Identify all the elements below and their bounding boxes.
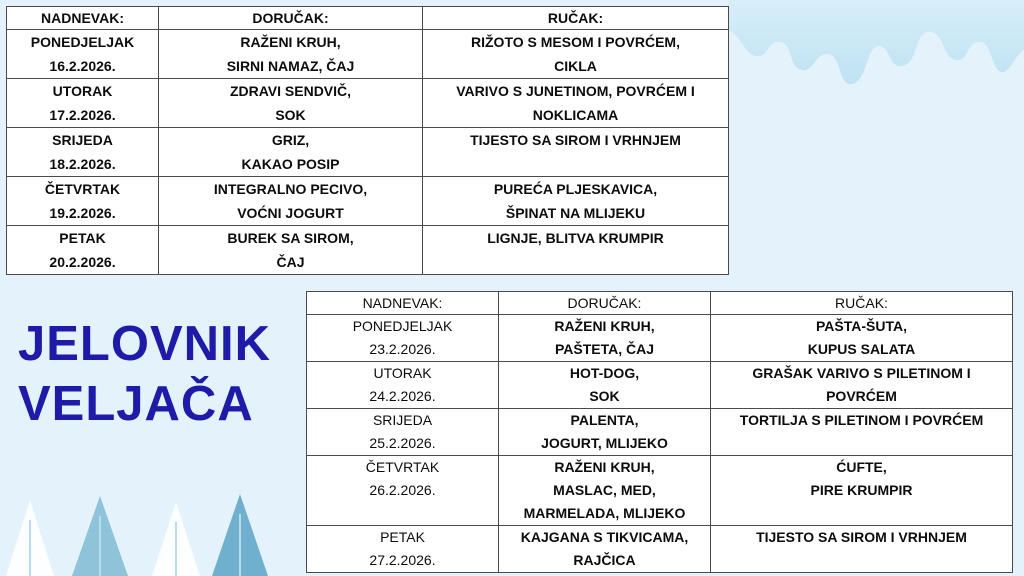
- breakfast-line: KAJGANA S TIKVICAMA,: [520, 529, 689, 545]
- breakfast-line: RAJČICA: [573, 552, 636, 568]
- breakfast-cell: [499, 526, 711, 573]
- breakfast-line: SOK: [589, 388, 620, 404]
- header-date: NADNEVAK:: [307, 292, 499, 315]
- day-date: 18.2.2026.: [49, 156, 116, 172]
- title-line-1: JELOVNIK: [18, 317, 272, 371]
- breakfast-line: ZDRAVI SENDVIČ,: [229, 83, 352, 99]
- lunch-cell: [711, 526, 1013, 573]
- day-date: 25.2.2026.: [369, 435, 436, 451]
- lunch-line: ĆUFTE,: [836, 459, 887, 475]
- breakfast-cell: [159, 30, 423, 79]
- lunch-line: PUREĆA PLJESKAVICA,: [493, 181, 658, 197]
- lunch-line: CIKLA: [554, 58, 597, 74]
- day-cell: [7, 128, 159, 177]
- day-cell: [7, 30, 159, 79]
- lunch-cell: [711, 315, 1013, 362]
- page-title: [18, 314, 298, 434]
- lunch-cell: [423, 226, 729, 275]
- breakfast-line: MASLAC, MED,: [553, 482, 656, 498]
- day-name: UTORAK: [373, 365, 432, 381]
- breakfast-line: VOĆNI JOGURT: [237, 205, 344, 221]
- header-lunch: RUČAK:: [423, 7, 729, 30]
- day-date: 27.2.2026.: [369, 552, 436, 568]
- breakfast-line: ČAJ: [276, 254, 305, 270]
- lunch-line: VARIVO S JUNETINOM, POVRĆEM I: [456, 83, 695, 99]
- day-cell: [307, 315, 499, 362]
- breakfast-line: SOK: [275, 107, 306, 123]
- day-cell: [307, 409, 499, 456]
- table-row: [307, 526, 1013, 573]
- lunch-cell: [711, 456, 1013, 526]
- lunch-cell: [423, 128, 729, 177]
- day-date: 20.2.2026.: [49, 254, 116, 270]
- day-cell: [307, 362, 499, 409]
- breakfast-line: RAŽENI KRUH,: [554, 318, 655, 334]
- menu-table-week-2: [306, 291, 1013, 573]
- day-name: PETAK: [380, 529, 425, 545]
- day-date: 23.2.2026.: [369, 341, 436, 357]
- menu-table-week-1: [6, 6, 729, 275]
- lunch-line: TORTILJA S PILETINOM I POVRĆEM: [739, 412, 984, 428]
- table-row: [307, 409, 1013, 456]
- lunch-line: TIJESTO SA SIROM I VRHNJEM: [470, 132, 681, 148]
- header-date: NADNEVAK:: [7, 7, 159, 30]
- day-cell: [7, 226, 159, 275]
- lunch-cell: [423, 177, 729, 226]
- lunch-line: LIGNJE, BLITVA KRUMPIR: [487, 230, 664, 246]
- table-row: [7, 30, 729, 79]
- day-name: UTORAK: [52, 83, 113, 99]
- breakfast-line: PAŠTETA, ČAJ: [554, 341, 655, 357]
- day-name: ČETVRTAK: [365, 459, 440, 475]
- day-date: 17.2.2026.: [49, 107, 116, 123]
- breakfast-cell: [499, 362, 711, 409]
- lunch-cell: [423, 30, 729, 79]
- day-date: 16.2.2026.: [49, 58, 116, 74]
- lunch-line: GRAŠAK VARIVO S PILETINOM I: [752, 365, 971, 381]
- day-date: 19.2.2026.: [49, 205, 116, 221]
- lunch-line: NOKLICAMA: [532, 107, 619, 123]
- breakfast-cell: [159, 79, 423, 128]
- breakfast-line: MARMELADA, MLIJEKO: [523, 505, 686, 521]
- breakfast-cell: [159, 177, 423, 226]
- lunch-line: ŠPINAT NA MLIJEKU: [505, 205, 646, 221]
- breakfast-line: RAŽENI KRUH,: [554, 459, 655, 475]
- table-row: [7, 226, 729, 275]
- table-row: [307, 362, 1013, 409]
- table-header-row: [307, 292, 1013, 315]
- winter-trees-decoration: [0, 490, 300, 576]
- breakfast-cell: [499, 409, 711, 456]
- day-name: PONEDJELJAK: [352, 318, 453, 334]
- breakfast-cell: [499, 315, 711, 362]
- table-row: [7, 128, 729, 177]
- breakfast-cell: [159, 226, 423, 275]
- day-cell: [7, 177, 159, 226]
- day-cell: [307, 526, 499, 573]
- header-breakfast: DORUČAK:: [159, 7, 423, 30]
- day-date: 26.2.2026.: [369, 482, 436, 498]
- day-name: SRIJEDA: [372, 412, 433, 428]
- title-line-2: VELJAČA: [18, 377, 254, 431]
- breakfast-line: INTEGRALNO PECIVO,: [213, 181, 368, 197]
- lunch-line: POVRĆEM: [826, 388, 897, 404]
- table-row: [7, 79, 729, 128]
- day-name: ČETVRTAK: [44, 181, 121, 197]
- day-cell: [307, 456, 499, 526]
- header-breakfast: DORUČAK:: [499, 292, 711, 315]
- breakfast-line: PALENTA,: [570, 412, 639, 428]
- day-date: 24.2.2026.: [369, 388, 436, 404]
- breakfast-cell: [499, 456, 711, 526]
- table-header-row: [7, 7, 729, 30]
- breakfast-line: RAŽENI KRUH,: [240, 34, 341, 50]
- breakfast-line: KAKAO POSIP: [241, 156, 340, 172]
- breakfast-line: GRIZ,: [271, 132, 310, 148]
- lunch-line: PIRE KRUMPIR: [810, 482, 913, 498]
- day-cell: [7, 79, 159, 128]
- snow-drip-decoration: [728, 0, 1024, 100]
- breakfast-line: JOGURT, MLIJEKO: [541, 435, 668, 451]
- lunch-line: PAŠTA-ŠUTA,: [816, 318, 907, 334]
- lunch-cell: [711, 362, 1013, 409]
- lunch-line: KUPUS SALATA: [807, 341, 916, 357]
- breakfast-line: SIRNI NAMAZ, ČAJ: [226, 58, 355, 74]
- table-row: [307, 315, 1013, 362]
- lunch-cell: [423, 79, 729, 128]
- table-row: [307, 456, 1013, 526]
- lunch-line: RIŽOTO S MESOM I POVRĆEM,: [471, 34, 680, 50]
- lunch-line: TIJESTO SA SIROM I VRHNJEM: [756, 529, 967, 545]
- header-lunch: RUČAK:: [711, 292, 1013, 315]
- breakfast-cell: [159, 128, 423, 177]
- table-row: [7, 177, 729, 226]
- breakfast-line: BUREK SA SIROM,: [227, 230, 354, 246]
- lunch-cell: [711, 409, 1013, 456]
- day-name: SRIJEDA: [52, 132, 113, 148]
- day-name: PETAK: [59, 230, 106, 246]
- day-name: PONEDJELJAK: [30, 34, 135, 50]
- breakfast-line: HOT-DOG,: [569, 365, 640, 381]
